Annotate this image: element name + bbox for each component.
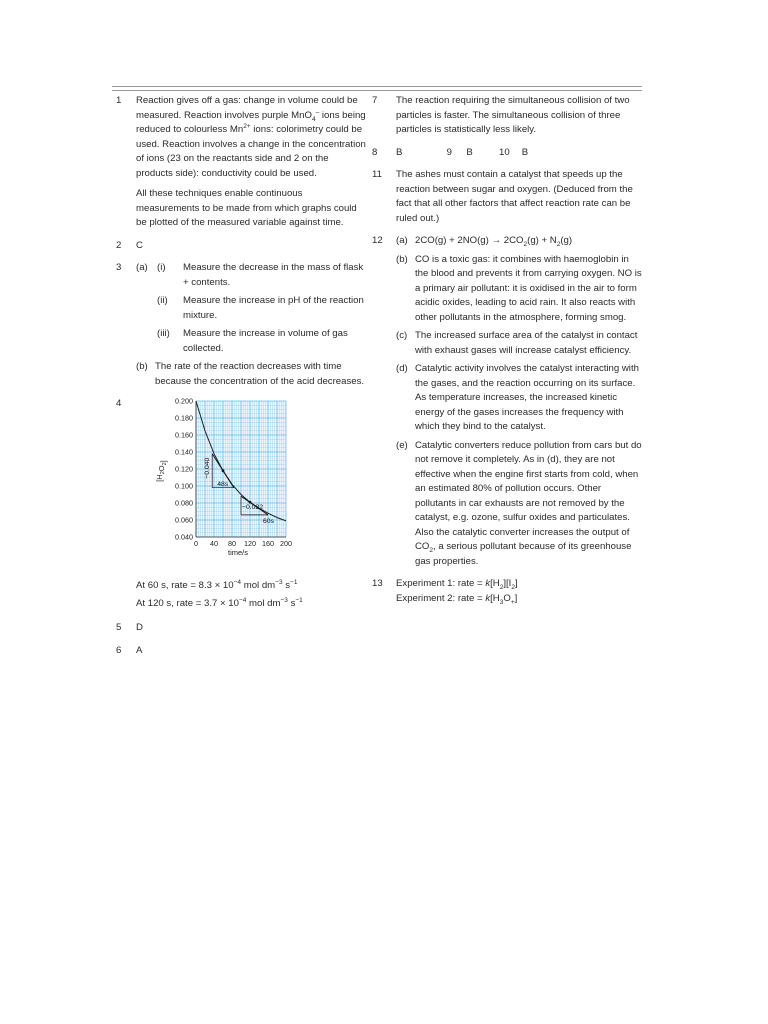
answer-4	[116, 397, 366, 611]
question-9-number: 9	[446, 146, 453, 158]
answer-text: The ashes must contain a catalyst that speeds up the reaction between sugar and oxygen. (Deduced from the fact that all other factors that affect reaction rate can be ruled out.)	[396, 169, 633, 224]
x-tick-label: 80	[228, 539, 236, 548]
question-number: 12	[372, 235, 383, 246]
answer-8-text: B	[396, 146, 403, 158]
rate-at-120s: At 120 s, rate = $3.7 \times 10^{-4}$ mol $dm^{-3}$ $s^{-1}$	[136, 596, 303, 609]
tangent-point	[249, 501, 252, 504]
x-tick-label: 200	[280, 539, 292, 548]
y-axis-label: $[H_2O_2]$	[155, 460, 168, 482]
concentration-time-graph	[136, 397, 366, 575]
y-tick-label: 0.040	[175, 532, 193, 542]
answer-3a-i	[155, 261, 366, 290]
x-tick-label: 40	[210, 539, 218, 548]
question-number: 11	[372, 169, 382, 180]
part-text: Catalytic activity involves the catalyst interacting with the gases, and the reaction occurring on its surface. As temperature increases, the increased kinetic energy of the gases increases the frequency with which they bind to the catalyst.	[415, 363, 639, 432]
answer-3a	[136, 261, 366, 356]
answer-12e: (e) Catalytic converters reduce pollution from cars but do not remove it completely. As in (d), they are not effective when the engine first starts from cold, when an estimated 80% of pollution occurs. Other pollutants in car exhausts are not removed by the catalyst, e.g. ozone, sulfur oxides and particulates. Also the catalytic converter increases the output of $CO_2$, a serious pollutant because of its greenhouse gas properties.	[396, 439, 642, 567]
answers-8-10	[372, 146, 644, 161]
y-tick-label: 0.140	[175, 447, 193, 457]
answer-1-paragraph-2: All these techniques enable continuous measurements to be made from which graphs could be plotted of the measured variable against time.	[136, 188, 357, 228]
answer-3	[116, 261, 366, 389]
part-text: CO is a toxic gas: it combines with haemoglobin in the blood and prevents it from carrying oxygen. NO is a primary air pollutant: it is oxidised in the air to form acidic oxides, leading to acid rain. It also reacts with other pollutants in the atmosphere, forming smog.	[415, 253, 642, 323]
question-number: 4	[116, 398, 122, 409]
question-number: 13	[372, 578, 383, 589]
y-tick-label: 0.160	[175, 430, 193, 440]
tangent-point	[222, 469, 225, 472]
answer-12b	[396, 253, 644, 326]
answer-1	[116, 94, 366, 231]
answer-3a-iii	[155, 327, 366, 356]
subpart-label: (ii)	[157, 295, 168, 306]
tangent-dy-label: −0.040	[204, 457, 212, 479]
experiment-2-rate: Experiment 2: rate = $k[H_3O_+]$	[396, 592, 518, 606]
answer-12a: (a) $2CO(g) + 2NO(g) \to 2CO_2(g) + N_2(g)$	[396, 235, 573, 248]
answer-12c	[396, 329, 644, 358]
answer-12	[372, 234, 644, 569]
question-number: 2	[116, 239, 122, 251]
answer-7	[372, 94, 644, 138]
subpart-label: (i)	[157, 262, 166, 273]
right-column	[372, 94, 644, 614]
answer-text: C	[136, 239, 143, 251]
y-tick-label: 0.180	[175, 413, 193, 423]
part-text: The increased surface area of the catalyst in contact with exhaust gases will increase catalyst efficiency.	[415, 330, 638, 356]
chart-svg	[136, 396, 292, 575]
answer-1-paragraph-1: Reaction gives off a gas: change in volume could be measured. Reaction involves purple MnO$_4$– ions being reduced to colourless $Mn^{2+}$ ions: colorimetry could be used. Reaction involves a change in the concentration of ions (23 on the reactants side and 2 on the products side): conductivity could be used.	[136, 95, 366, 179]
subpart-text: Measure the increase in volume of gas collected.	[183, 328, 348, 354]
answer-10-text: B	[521, 146, 529, 158]
question-10-number: 10	[499, 146, 510, 158]
subpart-text: Measure the increase in pH of the reaction mixture.	[183, 295, 364, 321]
question-number: 6	[116, 644, 122, 656]
answer-3b	[136, 360, 366, 389]
tangent-dx-label: 60s	[263, 517, 274, 525]
answer-12d	[396, 362, 644, 435]
x-tick-label: 0	[194, 539, 198, 548]
tangent-dy-label: −0.022	[242, 504, 263, 512]
header-rule-top	[112, 86, 642, 87]
y-tick-label: 0.200	[175, 396, 193, 406]
answer-11	[372, 168, 644, 226]
rate-at-60s: At 60 s, rate = $8.3 \times 10^{-4}$ mol $dm^{-3}$ $s^{-1}$	[136, 578, 298, 591]
answer-6	[116, 644, 366, 659]
y-tick-label: 0.060	[175, 515, 193, 525]
answer-9-text: B	[466, 146, 473, 158]
answer-3a-ii	[155, 294, 366, 323]
part-label: (a)	[396, 235, 408, 246]
subpart-text: Measure the decrease in the mass of flask + contents.	[183, 262, 364, 288]
answer-text: The reaction requiring the simultaneous collision of two particles is faster. The simultaneous collision of three particles is statistically less likely.	[396, 95, 630, 135]
tangent-dx-label: 48s	[217, 481, 229, 489]
x-tick-label: 160	[262, 539, 274, 548]
y-tick-label: 0.100	[175, 481, 193, 491]
x-tick-label: 120	[244, 539, 256, 548]
y-tick-label: 0.080	[175, 498, 193, 508]
answer-text: A	[136, 644, 143, 656]
part-label: (a)	[136, 262, 148, 273]
question-number: 1	[116, 95, 122, 106]
y-tick-label: 0.120	[175, 464, 193, 474]
question-number: 7	[372, 95, 378, 106]
experiment-1-rate: Experiment 1: rate = $k[H_2][I_2]$	[396, 578, 518, 591]
left-column	[116, 94, 366, 666]
subpart-label: (iii)	[157, 328, 170, 339]
answer-text: D	[136, 622, 143, 633]
question-number: 3	[116, 262, 122, 273]
header-rule-bottom	[112, 90, 642, 91]
question-number: 5	[116, 622, 122, 633]
part-label: (b)	[136, 361, 148, 372]
part-label: (d)	[396, 363, 408, 374]
answer-13	[372, 577, 644, 606]
part-label: (c)	[396, 330, 408, 341]
question-number: 8	[372, 146, 378, 158]
answer-2	[116, 239, 366, 254]
part-label: (b)	[396, 253, 408, 265]
answer-5	[116, 621, 366, 636]
part-label: (e)	[396, 439, 408, 451]
part-text: The rate of the reaction decreases with time because the concentration of the acid decreases.	[155, 361, 365, 387]
x-axis-label: time/s	[227, 548, 249, 557]
